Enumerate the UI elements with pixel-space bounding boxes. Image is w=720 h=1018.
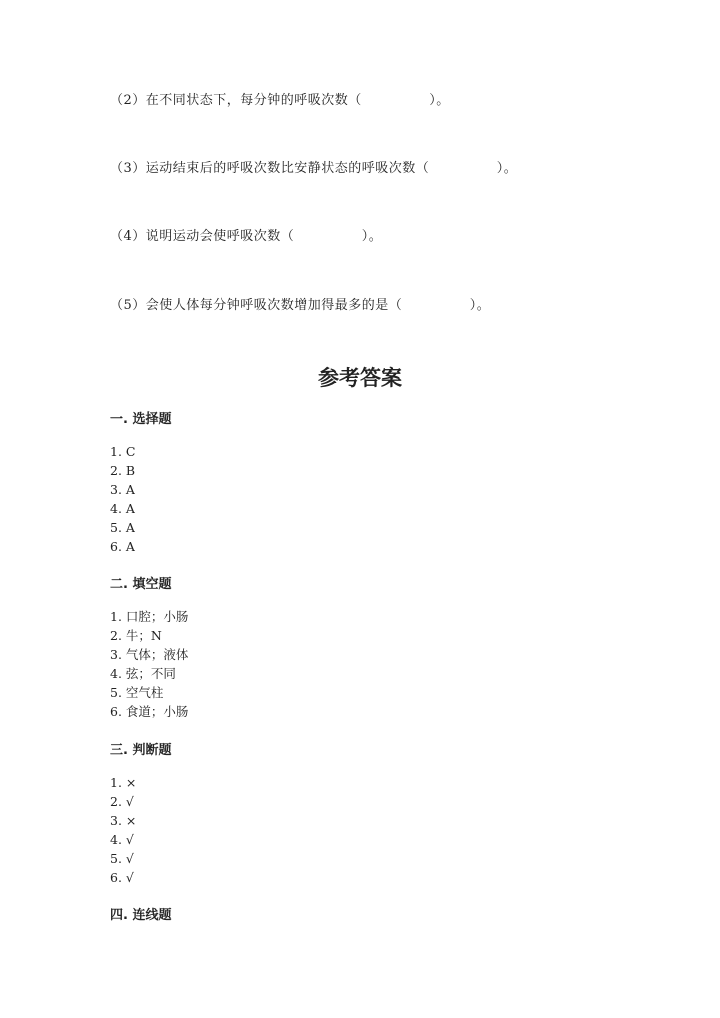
answer-list-fill (110, 607, 188, 721)
section-title-matching: 四. 连线题 (110, 908, 172, 923)
section-title-choice: 一. 选择题 (110, 412, 172, 427)
list-item: 1. × (110, 775, 137, 790)
list-item: 1. C (110, 444, 136, 459)
list-item: 4. 弦；不同 (110, 666, 176, 681)
question-5: （5）会使人体每分钟呼吸次数增加得最多的是（ ）。 (110, 298, 491, 313)
list-item: 6. √ (110, 870, 134, 885)
list-item: 4. A (110, 501, 135, 516)
list-item: 5. √ (110, 851, 134, 866)
question-2: （2）在不同状态下，每分钟的呼吸次数（ ）。 (110, 93, 450, 108)
question-4: （4）说明运动会使呼吸次数（ ）。 (110, 229, 383, 244)
section-title-judge: 三. 判断题 (110, 743, 172, 758)
list-item: 2. √ (110, 794, 134, 809)
list-item: 2. 牛；N (110, 628, 162, 643)
list-item: 6. 食道；小肠 (110, 704, 189, 719)
list-item: 5. 空气柱 (110, 685, 164, 700)
section-title-fill: 二. 填空题 (110, 577, 172, 592)
list-item: 5. A (110, 520, 135, 535)
list-item: 3. A (110, 482, 135, 497)
list-item: 6. A (110, 539, 135, 554)
answer-title: 参考答案 (318, 366, 402, 390)
answer-list-choice (110, 442, 135, 556)
list-item: 1. 口腔；小肠 (110, 609, 189, 624)
list-item: 3. × (110, 813, 137, 828)
list-item: 3. 气体；液体 (110, 647, 189, 662)
answer-list-judge (110, 773, 136, 887)
question-3: （3）运动结束后的呼吸次数比安静状态的呼吸次数（ ）。 (110, 161, 518, 176)
list-item: 2. B (110, 463, 136, 478)
list-item: 4. √ (110, 832, 134, 847)
